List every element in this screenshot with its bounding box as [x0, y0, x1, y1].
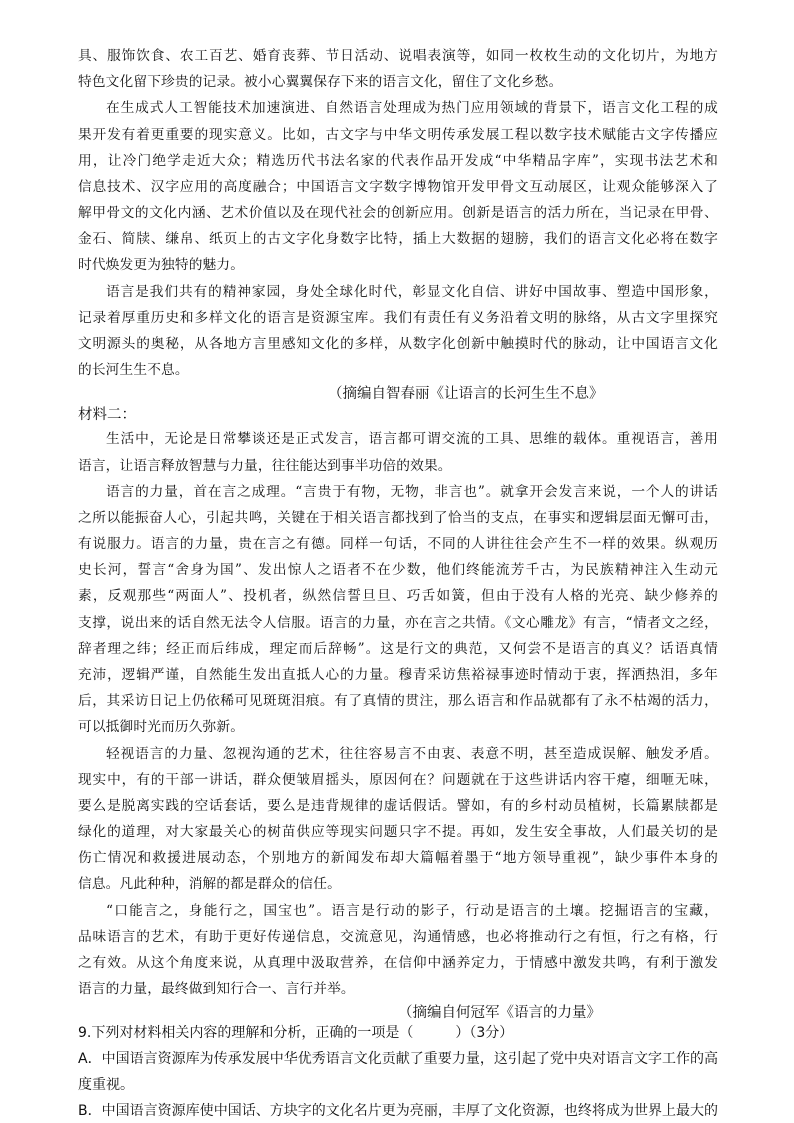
material2-line-8: 支撑，说出来的话自然无法令人信服。语言的力量，亦在言之共情。《文心雕龙》有言，“情者文之经， — [78, 615, 718, 631]
material1-line-2: 特色文化留下珍贵的记录。被小心翼翼保存下来的语言文化，留住了文化乡愁。 — [78, 74, 563, 90]
material2-label: 材料二： — [78, 407, 136, 423]
material1-line-7: 解甲骨文的文化内涵、艺术价值以及在现代社会的创新应用。创新是语言的活力所在，当记录在甲骨、 — [78, 205, 718, 221]
material2-line-4: 之所以能振奋人心，引起共鸣，关键在于相关语言都找到了恰当的支点，在事实和逻辑层面无懈可击， — [78, 510, 718, 526]
material1-line-6: 信息技术、汉字应用的高度融合；中国语言文字数字博物馆开发甲骨文互动展区，让观众能够深入了 — [78, 179, 718, 195]
material2-line-2: 语言，让语言释放智慧与力量，往往能达到事半功倍的效果。 — [78, 458, 452, 474]
material1-line-13: 的长河生生不息。 — [78, 362, 189, 378]
material2-line-10: 充沛，逻辑严谨，自然能生发出直抵人心的力量。穆青采访焦裕禄事迹时情动于衷，挥洒热泪，多年 — [78, 667, 718, 683]
material1-line-5: 用，让冷门绝学走近大众；精选历代书法名家的代表作品开发成“中华精品字库”，实现书法艺术和 — [78, 153, 718, 169]
material2-line-15: 要么是脱离实践的空话套话，要么是违背规律的虚话假话。譬如，有的乡村动员植树，长篇累牍都是 — [78, 798, 718, 814]
material1-line-8: 金石、简牍、缣帛、纸页上的古文字化身数字比特，插上大数据的翅膀，我们的语言文化必将在数字 — [78, 231, 718, 247]
material2-line-7: 素，反观那些“两面人”、投机者，纵然信誓旦旦、巧舌如簧，但由于没有人格的光亮、缺少修养的 — [78, 588, 718, 604]
material2-line-11: 后，其采访日记上仍依稀可见斑斑泪痕。有了真情的贯注，那么语言和作品就都有了永不枯竭的活力， — [78, 693, 718, 709]
question9-option-a-cont: 度重视。 — [78, 1077, 134, 1093]
material2-line-22: 语言的力量，最终做到知行合一、言行并举。 — [78, 981, 355, 997]
material2-line-1: 生活中，无论是日常攀谈还是正式发言，语言都可谓交流的工具、思维的载体。重视语言，善用 — [106, 431, 718, 447]
material1-line-4: 果开发有着更重要的现实意义。比如，古文字与中华文明传承发展工程以数字技术赋能古文字传播应 — [78, 127, 718, 143]
material2-line-13: 轻视语言的力量、忽视沟通的艺术，往往容易言不由衷、表意不明，甚至造成误解、触发矛盾。 — [106, 746, 718, 762]
material1-line-10: 语言是我们共有的精神家园，身处全球化时代，彰显文化自信、讲好中国故事、塑造中国形象， — [106, 284, 718, 300]
material2-line-16: 绿化的道理，对大家最关心的树苗供应等现实问题只字不提。再如，发生安全事故，人们最关切的是 — [78, 824, 718, 840]
material2-line-20: 品味语言的艺术，有助于更好传递信息，交流意见，沟通情感，也必将推动行之有恒，行之有格，行 — [78, 929, 718, 945]
material1-line-12: 文明源头的奥秘，从各地方言里感知文化的多样，从数字化创新中触摸时代的脉动，让中国语言文化 — [78, 336, 718, 352]
material2-line-14: 现实中，有的干部一讲话，群众便皱眉摇头，原因何在？问题就在于这些讲话内容干瘪，细咂无味， — [78, 772, 718, 788]
material2-line-18: 信息。凡此种种，消解的都是群众的信任。 — [78, 876, 341, 892]
material2-line-12: 可以抵御时光而历久弥新。 — [78, 719, 245, 735]
material2-source: （摘编自何冠军《语言的力量》 — [398, 1005, 601, 1021]
material2-line-3: 语言的力量，首在言之成理。“言贵于有物，无物，非言也”。就拿开会发言来说，一个人的讲话 — [106, 484, 718, 500]
question9-stem: 9.下列对材料相关内容的理解和分析，正确的一项是（ ）（3分） — [78, 1025, 514, 1041]
material1-source: （摘编自智春丽《让语言的长河生生不息》 — [328, 386, 604, 402]
material2-line-5: 有说服力。语言的力量，贵在言之有德。同样一句话，不同的人讲往往会产生不一样的效果。纵观历 — [78, 536, 718, 552]
material1-line-3: 在生成式人工智能技术加速演进、自然语言处理成为热门应用领域的背景下，语言文化工程的成 — [106, 100, 718, 116]
question9-option-b: B．中国语言资源库使中国话、方块字的文化名片更为亮丽，丰厚了文化资源，也终将成为世界上最大的 — [78, 1103, 718, 1119]
material2-line-6: 史长河，誓言“舍身为国”、发出惊人之语者不在少数，他们终能流芳千古，为民族精神注入生动元 — [78, 562, 718, 578]
material1-line-9: 时代焕发更为独特的魅力。 — [78, 257, 245, 273]
material1-line-1: 具、服饰饮食、农工百艺、婚育丧葬、节日活动、说唱表演等，如同一枚枚生动的文化切片，为地方 — [78, 48, 718, 64]
material2-line-17: 伤亡情况和救援进展动态，个别地方的新闻发布却大篇幅着墨于“地方领导重视”，缺少事件本身的 — [78, 850, 718, 866]
material1-line-11: 记录着厚重历史和多样文化的语言是资源宝库。我们有责任有义务沿着文明的脉络，从古文字里探究 — [78, 310, 718, 326]
material2-line-9: 辞者理之纬；经正而后纬成，理定而后辞畅”。这是行文的典范，又何尝不是语言的真义？话语真情 — [78, 641, 718, 657]
material2-line-21: 之有效。从这个角度来说，从真理中汲取营养，在信仰中涵养定力，于情感中激发共鸣，有利于激发 — [78, 955, 718, 971]
material2-line-19: “口能言之，身能行之，国宝也”。语言是行动的影子，行动是语言的土壤。挖掘语言的宝藏， — [106, 903, 718, 919]
question9-option-a: A．中国语言资源库为传承发展中华优秀语言文化贡献了重要力量，这引起了党中央对语言文字工作的高 — [78, 1051, 718, 1067]
